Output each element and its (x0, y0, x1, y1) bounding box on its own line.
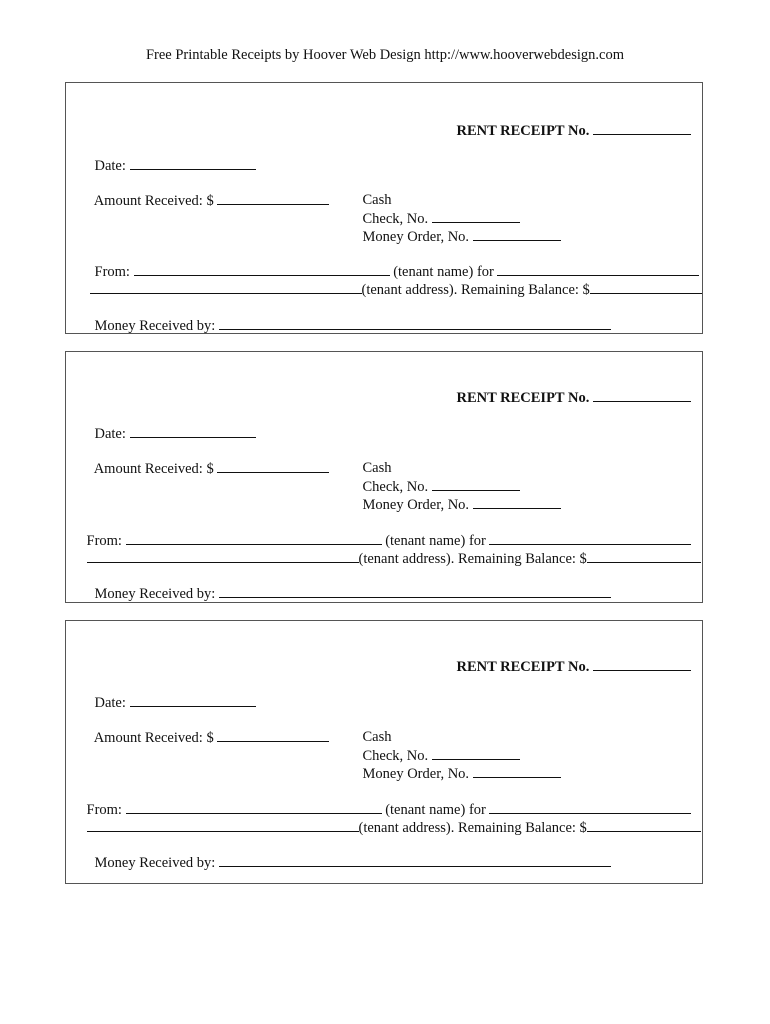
amount-label: Amount Received: $ (93, 730, 214, 746)
tenant-name-label: (tenant name) for (385, 533, 486, 549)
money-order-number-field[interactable] (473, 764, 561, 778)
amount-label: Amount Received: $ (93, 193, 214, 209)
rent-receipt-3 (65, 620, 703, 884)
receipt-title: RENT RECEIPT No. (456, 659, 590, 675)
money-order-number-field[interactable] (473, 495, 561, 509)
receipt-number-field[interactable] (593, 121, 691, 135)
amount-field[interactable] (217, 459, 329, 473)
tenant-address-field[interactable] (90, 280, 362, 294)
check-label: Check, No. (362, 211, 429, 227)
cash-label: Cash (362, 192, 392, 208)
receipt-title-line (442, 370, 691, 425)
cash-label: Cash (362, 729, 392, 745)
money-order-label: Money Order, No. (362, 229, 470, 245)
check-label: Check, No. (362, 479, 429, 495)
rent-receipt-2 (65, 351, 703, 603)
remaining-balance-field[interactable] (587, 818, 701, 832)
receipt-title-line (442, 639, 691, 694)
receipt-number-field[interactable] (593, 657, 691, 671)
money-received-label: Money Received by: (94, 855, 216, 871)
amount-line (80, 710, 329, 765)
date-field[interactable] (130, 424, 256, 438)
money-order-number-field[interactable] (473, 227, 561, 241)
amount-field[interactable] (217, 191, 329, 205)
from-label: From: (86, 802, 122, 818)
money-received-field[interactable] (219, 316, 611, 330)
date-field[interactable] (130, 693, 256, 707)
cash-label: Cash (362, 460, 392, 476)
tenant-address-field[interactable] (87, 549, 359, 563)
page-header: Free Printable Receipts by Hoover Web Design http://www.hooverwebdesign.com (145, 47, 625, 63)
amount-label: Amount Received: $ (93, 461, 214, 477)
tenant-address-label: (tenant address). Remaining Balance: $ (361, 282, 590, 298)
date-label: Date: (94, 426, 126, 442)
tenant-address-label: (tenant address). Remaining Balance: $ (358, 820, 587, 836)
from-label: From: (86, 533, 122, 549)
money-order-label: Money Order, No. (362, 497, 470, 513)
receipt-title-line (442, 103, 691, 158)
receipt-title: RENT RECEIPT No. (456, 123, 590, 139)
check-label: Check, No. (362, 748, 429, 764)
receipt-number-field[interactable] (593, 388, 691, 402)
money-received-field[interactable] (219, 584, 611, 598)
money-received-line (80, 566, 611, 621)
remaining-balance-field[interactable] (590, 280, 702, 294)
remaining-balance-field[interactable] (587, 549, 701, 563)
receipt-title: RENT RECEIPT No. (456, 390, 590, 406)
date-field[interactable] (130, 156, 256, 170)
tenant-name-label: (tenant name) for (385, 802, 486, 818)
amount-field[interactable] (217, 728, 329, 742)
tenant-address-label: (tenant address). Remaining Balance: $ (358, 551, 587, 567)
money-received-label: Money Received by: (94, 586, 216, 602)
money-received-label: Money Received by: (94, 318, 216, 334)
amount-line (80, 173, 329, 228)
tenant-name-label: (tenant name) for (393, 264, 494, 280)
money-received-line (80, 835, 611, 890)
date-label: Date: (94, 158, 126, 174)
money-order-label: Money Order, No. (362, 766, 470, 782)
rent-receipt-1 (65, 82, 703, 334)
from-label: From: (94, 264, 130, 280)
amount-line (80, 441, 329, 496)
date-label: Date: (94, 695, 126, 711)
tenant-address-field[interactable] (87, 818, 359, 832)
money-received-line (80, 298, 611, 353)
money-received-field[interactable] (219, 853, 611, 867)
